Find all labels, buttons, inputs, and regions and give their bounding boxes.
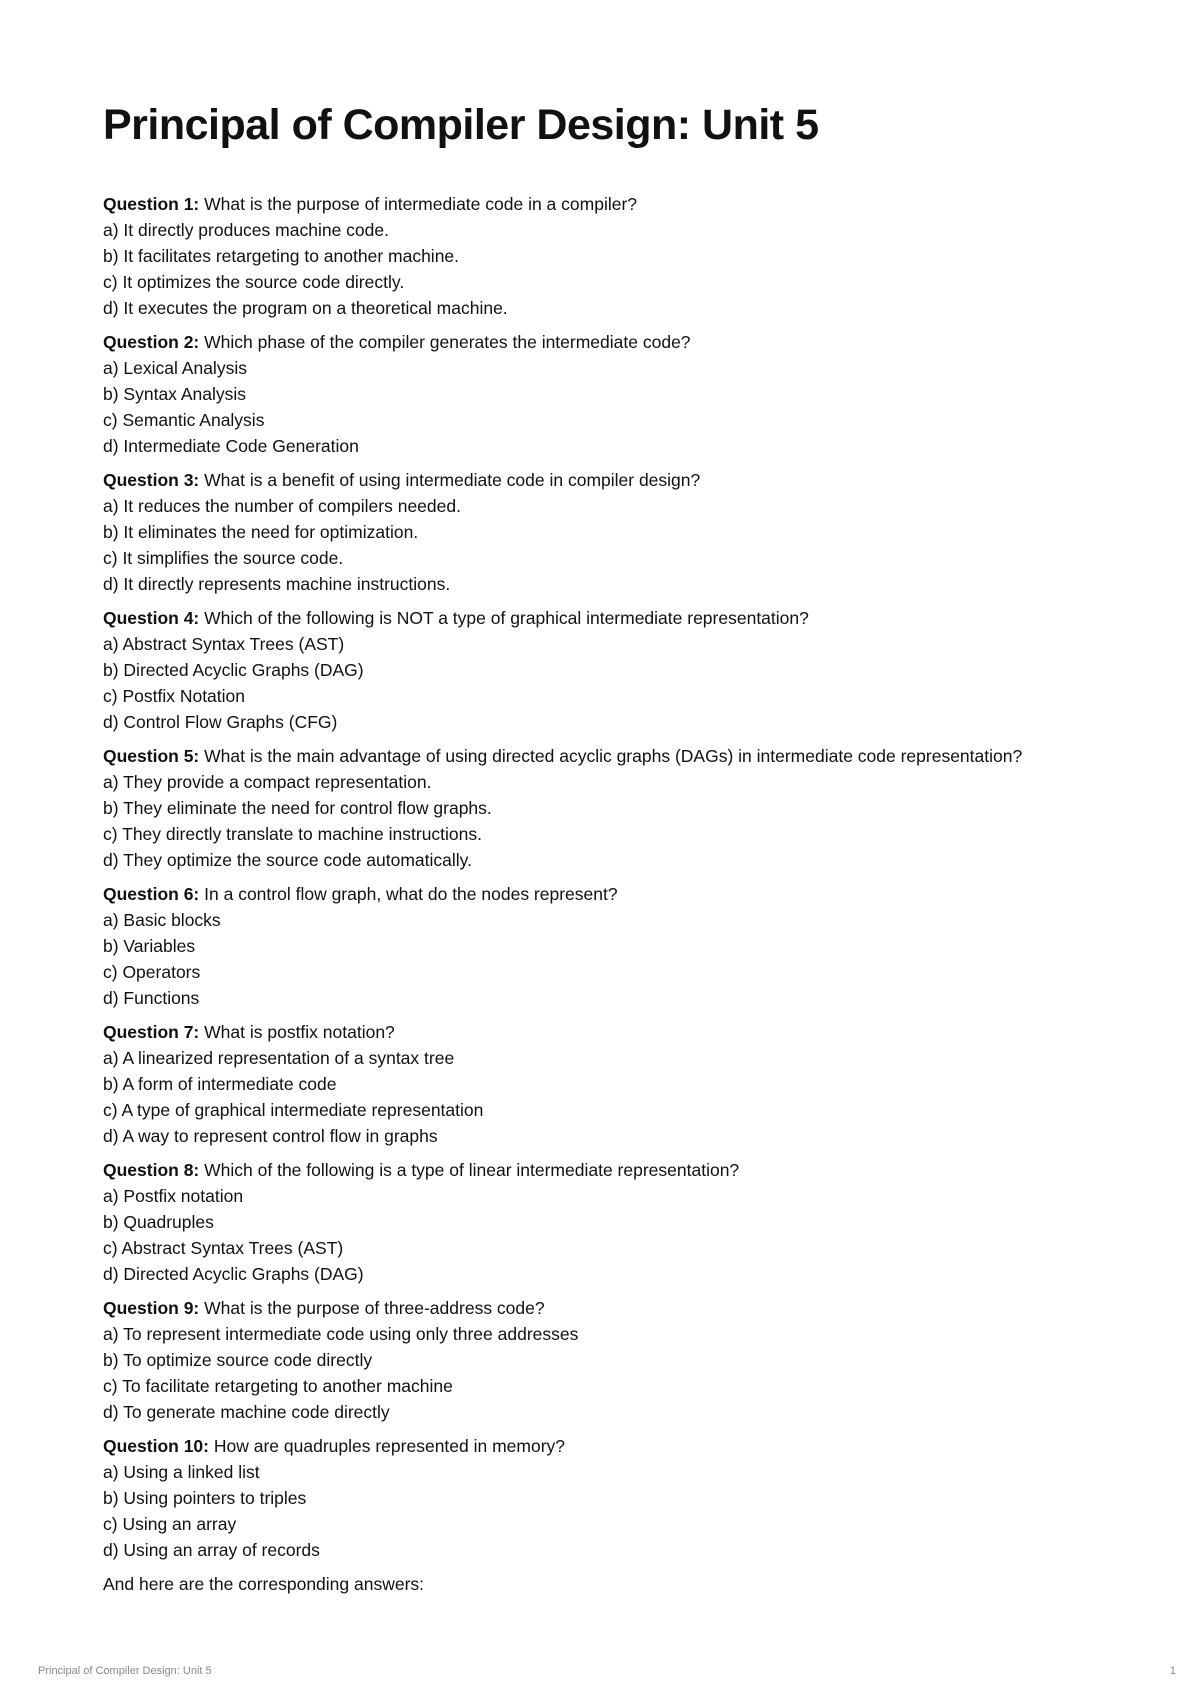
- question-text: [103, 1157, 1103, 1183]
- option-b: b) Quadruples: [103, 1211, 214, 1232]
- question-prompt: What is postfix notation?: [204, 1021, 395, 1042]
- option-b: b) It facilitates retargeting to another machine.: [103, 245, 460, 266]
- question-10: [103, 1433, 1103, 1563]
- question-prompt: Which of the following is a type of linear intermediate representation?: [204, 1159, 740, 1180]
- question-text: [103, 743, 1103, 769]
- option-a: a) Basic blocks: [103, 909, 221, 930]
- document-page: [103, 100, 1103, 1597]
- question-prompt: What is a benefit of using intermediate code in compiler design?: [204, 469, 701, 490]
- option-b: b) Variables: [103, 935, 196, 956]
- question-2: [103, 329, 1103, 459]
- question-label: Question 7:: [103, 1021, 200, 1042]
- question-7: [103, 1019, 1103, 1149]
- option-b: b) Syntax Analysis: [103, 383, 246, 404]
- option-a: a) To represent intermediate code using only three addresses: [103, 1323, 579, 1344]
- question-label: Question 4:: [103, 607, 200, 628]
- question-prompt: What is the purpose of intermediate code in a compiler?: [204, 193, 638, 214]
- question-6: [103, 881, 1103, 1011]
- option-d: d) Intermediate Code Generation: [103, 435, 359, 456]
- option-c: c) Postfix Notation: [103, 685, 245, 706]
- footer-title: Principal of Compiler Design: Unit 5: [38, 1665, 212, 1677]
- question-list: [103, 191, 1103, 1563]
- option-b: b) Directed Acyclic Graphs (DAG): [103, 659, 364, 680]
- option-c: c) Operators: [103, 961, 201, 982]
- question-4: [103, 605, 1103, 735]
- question-prompt: In a control flow graph, what do the nodes represent?: [204, 883, 618, 904]
- question-text: [103, 881, 1103, 907]
- option-a: a) Using a linked list: [103, 1461, 260, 1482]
- question-text: [103, 1295, 1103, 1321]
- question-label: Question 3:: [103, 469, 200, 490]
- question-text: [103, 605, 1103, 631]
- page-number: 1: [1169, 1665, 1176, 1677]
- question-label: Question 8:: [103, 1159, 200, 1180]
- question-prompt: Which phase of the compiler generates the intermediate code?: [204, 331, 691, 352]
- question-3: [103, 467, 1103, 597]
- option-a: a) It reduces the number of compilers needed.: [103, 495, 461, 516]
- option-c: c) It optimizes the source code directly.: [103, 271, 405, 292]
- option-a: a) Abstract Syntax Trees (AST): [103, 633, 345, 654]
- question-text: [103, 329, 1103, 355]
- question-label: Question 1:: [103, 193, 200, 214]
- option-c: c) Using an array: [103, 1513, 237, 1534]
- option-d: d) Functions: [103, 987, 200, 1008]
- question-8: [103, 1157, 1103, 1287]
- option-b: b) They eliminate the need for control flow graphs.: [103, 797, 492, 818]
- question-label: Question 10:: [103, 1435, 209, 1456]
- question-text: [103, 467, 1103, 493]
- option-a: a) A linearized representation of a syntax tree: [103, 1047, 455, 1068]
- question-text: [103, 191, 1103, 217]
- option-a: a) They provide a compact representation.: [103, 771, 432, 792]
- question-label: Question 6:: [103, 883, 200, 904]
- option-d: d) Control Flow Graphs (CFG): [103, 711, 338, 732]
- option-b: b) A form of intermediate code: [103, 1073, 337, 1094]
- option-c: c) A type of graphical intermediate representation: [103, 1099, 484, 1120]
- option-c: c) Semantic Analysis: [103, 409, 265, 430]
- option-c: c) Abstract Syntax Trees (AST): [103, 1237, 344, 1258]
- question-prompt: How are quadruples represented in memory?: [213, 1435, 566, 1456]
- closing-text: And here are the corresponding answers:: [103, 1573, 425, 1594]
- option-d: d) Using an array of records: [103, 1539, 320, 1560]
- option-d: d) A way to represent control flow in graphs: [103, 1125, 438, 1146]
- option-b: b) To optimize source code directly: [103, 1349, 373, 1370]
- option-c: c) It simplifies the source code.: [103, 547, 344, 568]
- option-d: d) Directed Acyclic Graphs (DAG): [103, 1263, 364, 1284]
- option-d: d) It executes the program on a theoretical machine.: [103, 297, 508, 318]
- question-text: [103, 1433, 1103, 1459]
- option-c: c) They directly translate to machine instructions.: [103, 823, 483, 844]
- question-prompt: What is the purpose of three-address code?: [204, 1297, 545, 1318]
- question-1: [103, 191, 1103, 321]
- option-a: a) It directly produces machine code.: [103, 219, 389, 240]
- question-9: [103, 1295, 1103, 1425]
- option-b: b) Using pointers to triples: [103, 1487, 307, 1508]
- page-title: Principal of Compiler Design: Unit 5: [103, 101, 819, 149]
- question-label: Question 5:: [103, 745, 200, 766]
- option-c: c) To facilitate retargeting to another machine: [103, 1375, 453, 1396]
- question-label: Question 2:: [103, 331, 200, 352]
- option-b: b) It eliminates the need for optimization.: [103, 521, 419, 542]
- option-d: d) It directly represents machine instructions.: [103, 573, 451, 594]
- question-prompt: What is the main advantage of using directed acyclic graphs (DAGs) in intermediate code representation?: [204, 745, 1023, 766]
- question-prompt: Which of the following is NOT a type of graphical intermediate representation?: [204, 607, 809, 628]
- question-5: [103, 743, 1103, 873]
- question-text: [103, 1019, 1103, 1045]
- option-a: a) Lexical Analysis: [103, 357, 247, 378]
- question-label: Question 9:: [103, 1297, 200, 1318]
- option-d: d) They optimize the source code automatically.: [103, 849, 472, 870]
- option-d: d) To generate machine code directly: [103, 1401, 390, 1422]
- option-a: a) Postfix notation: [103, 1185, 244, 1206]
